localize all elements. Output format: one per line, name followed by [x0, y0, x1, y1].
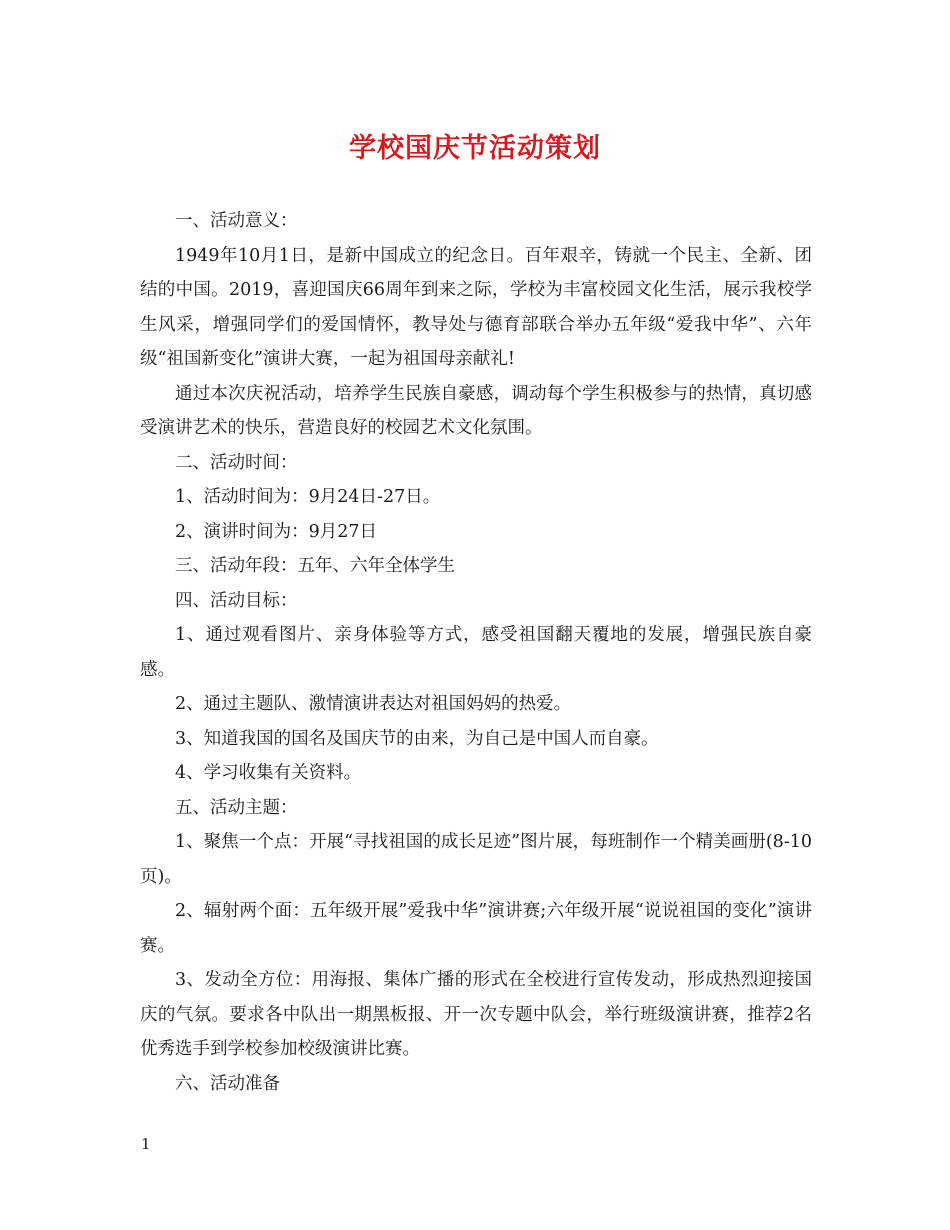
goal-item-2: 2、通过主题队、激情演讲表达对祖国妈妈的热爱。	[175, 694, 572, 714]
goal-item-1: 1、通过观看图片、亲身体验等方式，感受祖国翻天覆地的发展，增强民族自豪感。	[140, 625, 812, 680]
goal-item-4: 4、学习收集有关资料。	[175, 763, 362, 783]
document-body	[140, 204, 812, 1101]
section-heading-grades: 三、活动年段：五年、六年全体学生	[175, 556, 455, 576]
page-number: 1	[141, 1135, 151, 1153]
goal-item-3: 3、知道我国的国名及国庆节的由来，为自己是中国人而自豪。	[175, 728, 659, 749]
paragraph-purpose: 通过本次庆祝活动，培养学生民族自豪感，调动每个学生积极参与的热情，真切感受演讲艺术的快乐，营造良好的校园艺术文化氛围。	[140, 383, 812, 438]
theme-item-1: 1、聚焦一个点：开展“寻找祖国的成长足迹”图片展，每班制作一个精美画册(8-10页)。	[140, 832, 812, 887]
section-heading-preparation: 六、活动准备	[175, 1073, 280, 1094]
time-item-1: 1、活动时间为：9月24日-27日。	[175, 487, 441, 507]
section-heading-time: 二、活动时间：	[175, 452, 298, 473]
theme-item-2: 2、辐射两个面：五年级开展”爱我中华”演讲赛;六年级开展“说说祖国的变化”演讲赛。	[140, 901, 812, 956]
section-heading-goals: 四、活动目标：	[175, 590, 298, 611]
theme-item-3: 3、发动全方位：用海报、集体广播的形式在全校进行宣传发动，形成热烈迎接国庆的气氛。要求各中队出一期黑板报、开一次专题中队会，举行班级演讲赛，推荐2名优秀选手到学校参加校级演讲比赛。	[140, 970, 812, 1059]
paragraph-background: 1949年10月1日，是新中国成立的纪念日。百年艰辛，铸就一个民主、全新、团结的中国。2019，喜迎国庆66周年到来之际，学校为丰富校园文化生活，展示我校学生风采，增强同学们的爱国情怀，教导处与德育部联合举办五年级“爱我中华”、六年级“祖国新变化”演讲大赛，一起为祖国母亲献礼!	[140, 245, 812, 369]
document-title: 学校国庆节活动策划	[349, 133, 601, 164]
section-heading-significance: 一、活动意义：	[175, 211, 298, 231]
section-heading-theme: 五、活动主题：	[175, 797, 298, 818]
time-item-2: 2、演讲时间为：9月27日	[175, 521, 378, 542]
